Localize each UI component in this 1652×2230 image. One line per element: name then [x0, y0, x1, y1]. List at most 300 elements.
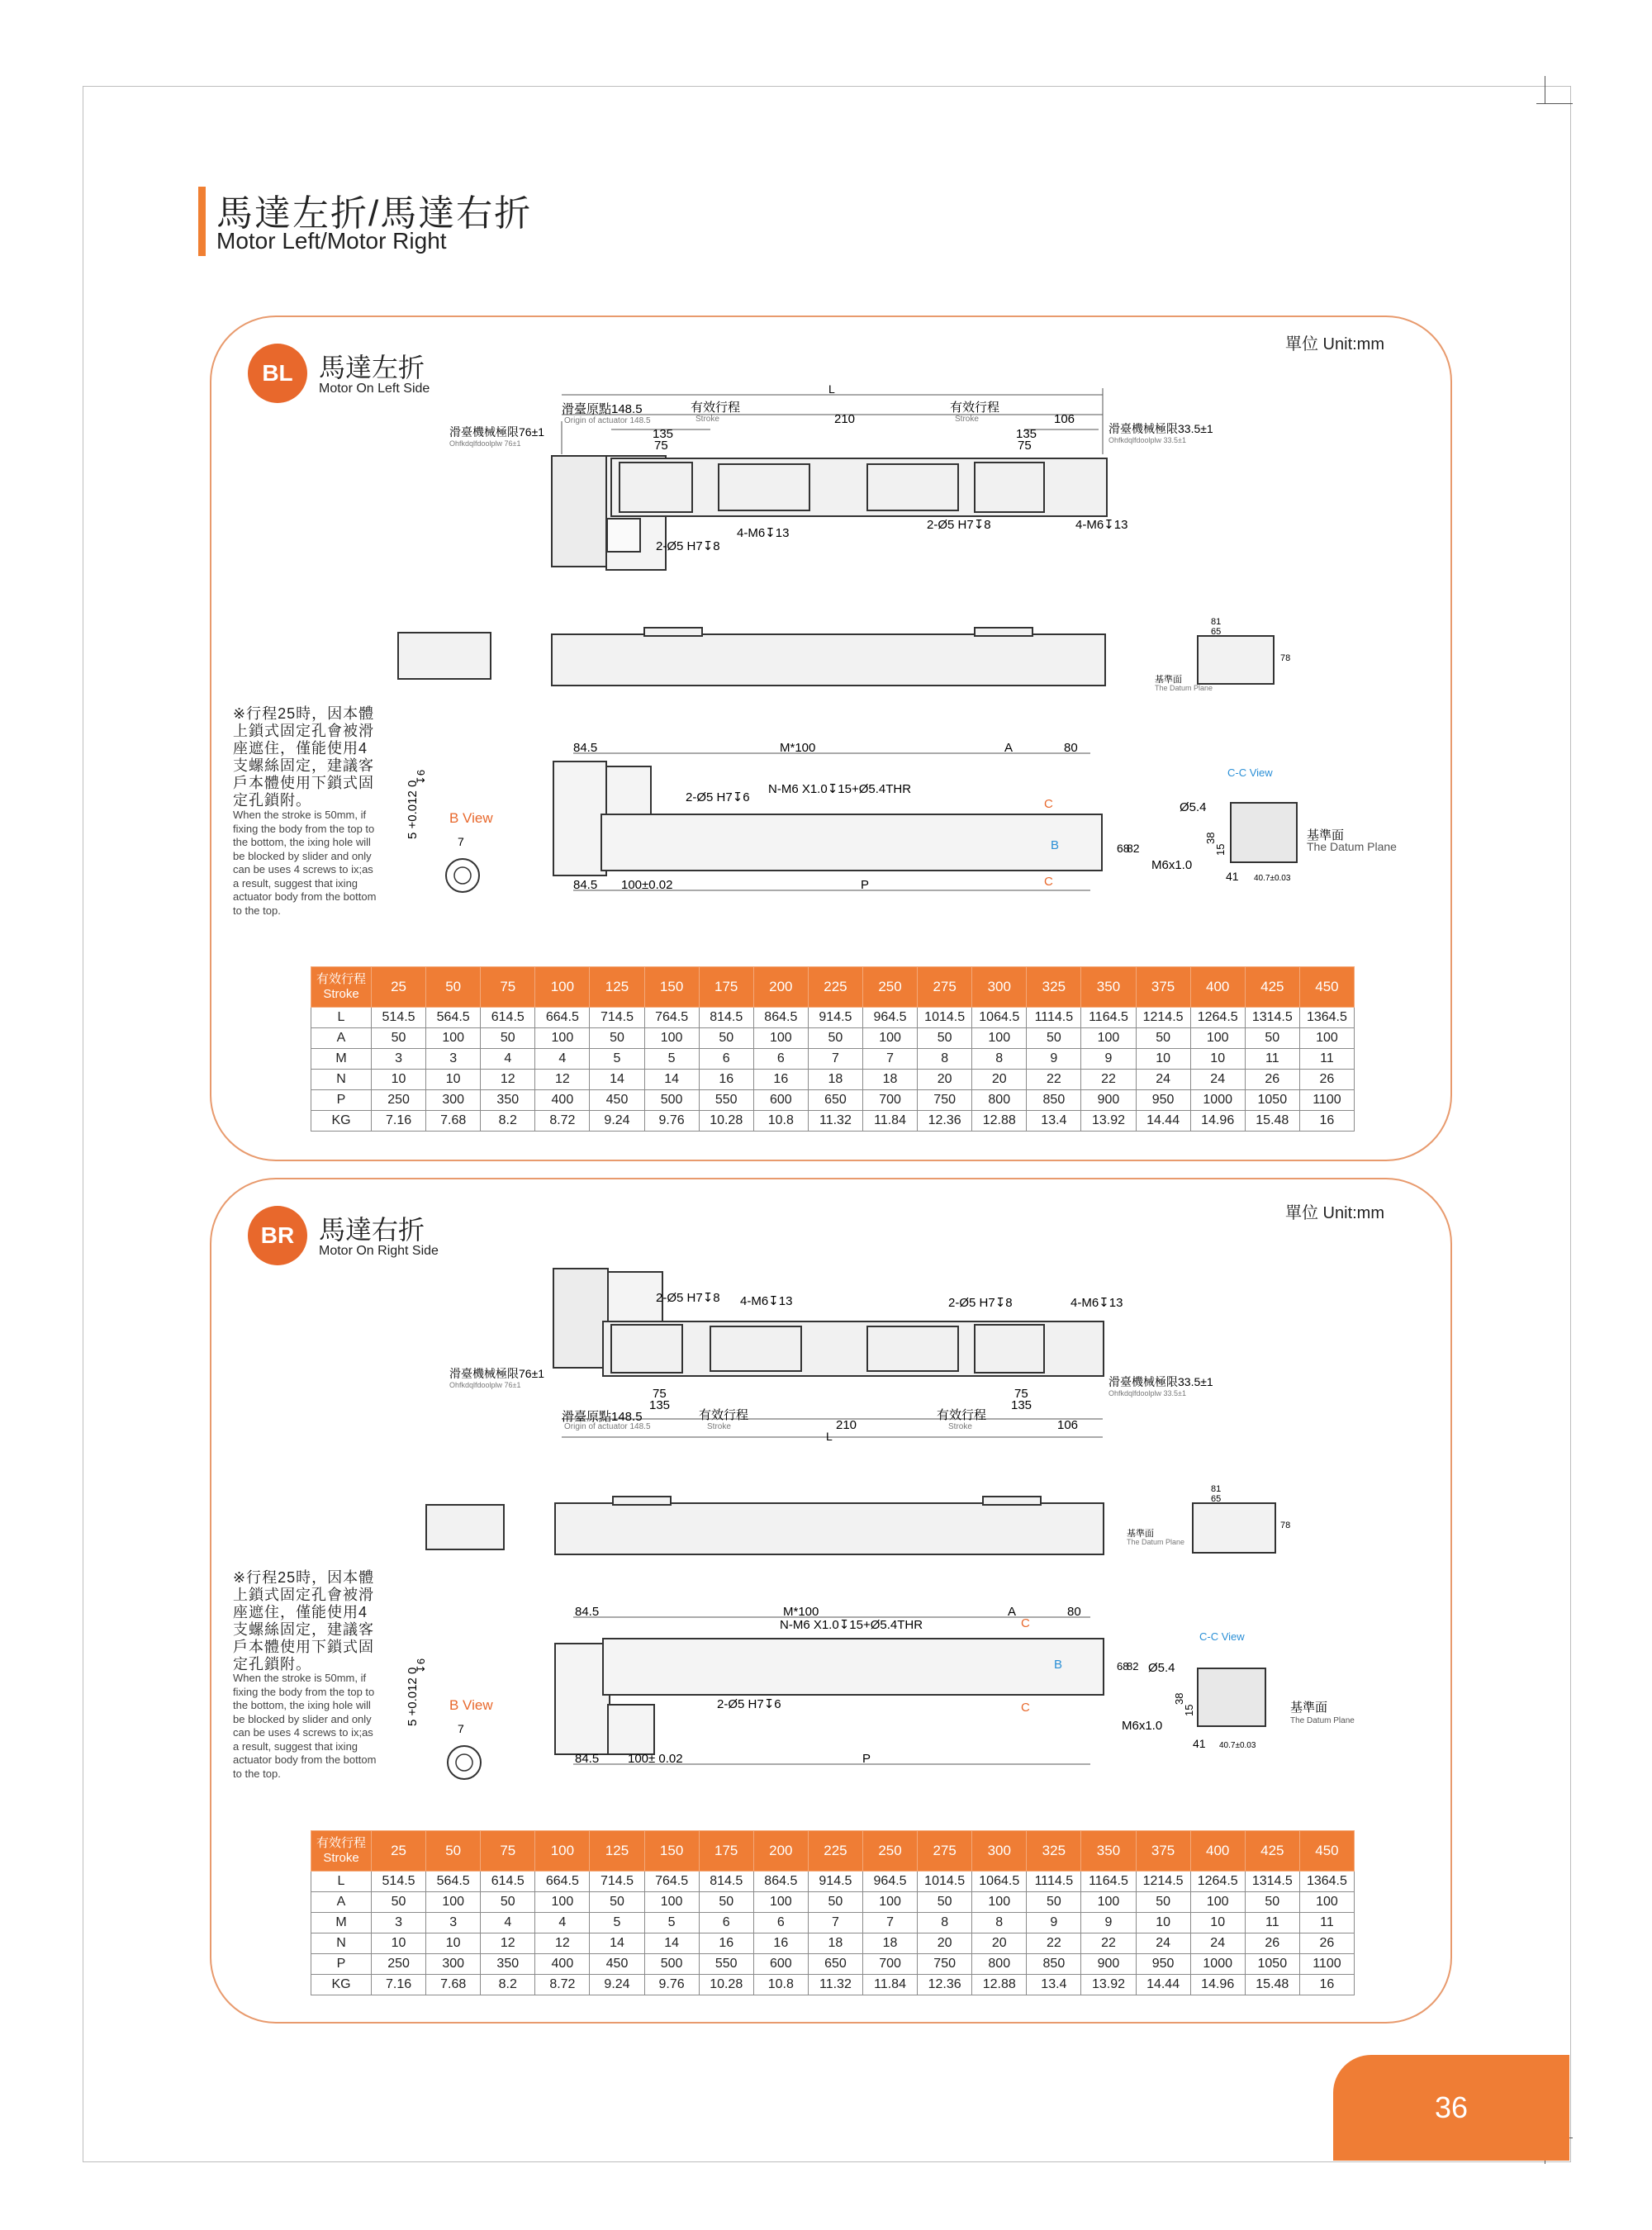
table-cell: 300	[426, 1090, 481, 1111]
table-cell: 764.5	[644, 1008, 699, 1028]
table-cell: 9	[1027, 1049, 1081, 1070]
table-cell: 175	[699, 967, 753, 1008]
drawing-label: 4-M6↧13	[1070, 1296, 1123, 1310]
drawing-label: M*100	[783, 1605, 819, 1619]
table-cell: 1050	[1245, 1954, 1299, 1975]
table-cell: 150	[644, 1831, 699, 1872]
table-cell: 24	[1190, 1933, 1245, 1954]
drawing-label: 81	[1211, 1484, 1222, 1494]
table-cell: 100	[753, 1028, 808, 1049]
table-cell: 425	[1245, 1831, 1299, 1872]
table-cell: 50	[426, 1831, 481, 1872]
table-cell: L	[311, 1008, 372, 1028]
drawing-label: N-M6 X1.0↧15+Ø5.4THR	[780, 1618, 923, 1632]
table-cell: 350	[481, 1090, 535, 1111]
table-row	[311, 1913, 1355, 1933]
table-row	[311, 1975, 1355, 1995]
drawing-label: 有效行程	[699, 1408, 749, 1422]
table-cell: 1014.5	[918, 1872, 972, 1892]
drawing-label: 38	[1204, 832, 1217, 844]
table-cell: 9	[1081, 1049, 1136, 1070]
table-cell: 200	[753, 967, 808, 1008]
table-cell: 6	[753, 1049, 808, 1070]
drawing-label: The Datum Plane	[1155, 684, 1213, 692]
table-row	[311, 1049, 1355, 1070]
table-cell: 75	[481, 1831, 535, 1872]
section-title: 馬達左折	[319, 353, 425, 382]
table-cell: 6	[699, 1913, 753, 1933]
drawing-label: Stroke	[948, 1422, 972, 1431]
table-cell: 9.24	[590, 1111, 644, 1132]
drawing-label: 5 +0.012 0	[406, 780, 420, 839]
drawing-label: 有效行程	[316, 1836, 366, 1850]
drawing-label: Stroke	[323, 1851, 359, 1865]
table-cell: 250	[862, 1831, 917, 1872]
table-cell: 850	[1027, 1090, 1081, 1111]
drawing-label: 84.5	[575, 1752, 600, 1766]
table-cell: 9	[1081, 1913, 1136, 1933]
drawing-label: 135	[653, 427, 674, 441]
table-cell: 11	[1245, 1913, 1299, 1933]
table-cell: 250	[372, 1954, 426, 1975]
drawing-br	[206, 1255, 1379, 1784]
table-cell: P	[311, 1090, 372, 1111]
table-cell: 250	[862, 967, 917, 1008]
table-cell: 22	[1081, 1070, 1136, 1090]
table-cell: 10	[426, 1070, 481, 1090]
table-cell: 4	[535, 1913, 590, 1933]
table-cell: 814.5	[699, 1008, 753, 1028]
drawing-label: 滑臺原點148.5	[562, 1410, 643, 1424]
table-cell: 13.92	[1081, 1111, 1136, 1132]
table-cell: 6	[699, 1049, 753, 1070]
drawing-label: A	[1004, 741, 1014, 755]
table-cell: 150	[644, 967, 699, 1008]
table-cell: 850	[1027, 1954, 1081, 1975]
drawing-label: 2-Ø5 H7↧8	[927, 518, 991, 532]
table-cell: 500	[644, 1090, 699, 1111]
stroke-header-cell	[311, 1831, 372, 1872]
table-cell: 100	[535, 967, 590, 1008]
table-cell: 864.5	[753, 1872, 808, 1892]
table-cell: 1214.5	[1136, 1872, 1190, 1892]
table-cell: 20	[972, 1070, 1027, 1090]
drawing-label: ↧6	[415, 769, 427, 785]
table-cell: 375	[1136, 1831, 1190, 1872]
table-cell: 200	[753, 1831, 808, 1872]
table-cell: 12.36	[918, 1111, 972, 1132]
table-cell: KG	[311, 1975, 372, 1995]
table-row	[311, 1954, 1355, 1975]
section-subtitle: Motor On Left Side	[319, 382, 430, 396]
table-cell: 12	[535, 1070, 590, 1090]
drawing-label: N-M6 X1.0↧15+Ø5.4THR	[768, 782, 912, 796]
table-cell: 10	[1190, 1049, 1245, 1070]
drawing-label: 81	[1211, 617, 1222, 627]
drawing-label: 4-M6↧13	[1075, 518, 1128, 532]
table-cell: 7	[862, 1049, 917, 1070]
drawing-label: 135	[1011, 1398, 1032, 1412]
table-cell: 18	[808, 1933, 862, 1954]
table-cell: 1364.5	[1299, 1872, 1354, 1892]
table-cell: 1114.5	[1027, 1872, 1081, 1892]
crop-mark	[1536, 103, 1573, 104]
drawing-label: Ø5.4	[1180, 800, 1207, 814]
table-cell: 50	[1245, 1892, 1299, 1913]
table-cell: 450	[1299, 1831, 1354, 1872]
table-cell: 24	[1136, 1070, 1190, 1090]
table-cell: 550	[699, 1090, 753, 1111]
drawing-label: 78	[1280, 1521, 1291, 1530]
drawing-label: 75	[1018, 439, 1032, 453]
table-cell: 100	[1081, 1892, 1136, 1913]
table-cell: 400	[535, 1954, 590, 1975]
motor-block	[552, 456, 606, 567]
table-cell: 7.16	[372, 1975, 426, 1995]
drawing-label: Ohfkdqlfdoolplw 76±1	[449, 439, 521, 448]
table-cell: 26	[1299, 1070, 1354, 1090]
drawing-label: C	[1021, 1616, 1030, 1630]
drawing-label: 基準面	[1290, 1701, 1328, 1715]
drawing-label: 80	[1064, 741, 1078, 755]
table-cell: 50	[1136, 1892, 1190, 1913]
table-cell: 50	[808, 1892, 862, 1913]
drawing-label: B	[1051, 838, 1060, 852]
table-cell: 10.28	[699, 1111, 753, 1132]
table-cell: A	[311, 1028, 372, 1049]
table-cell: 564.5	[426, 1872, 481, 1892]
table-cell: 12.88	[972, 1111, 1027, 1132]
drawing-label: Ohfkdqlfdoolplw 76±1	[449, 1381, 521, 1389]
table-cell: 450	[590, 1090, 644, 1111]
table-cell: 4	[535, 1049, 590, 1070]
drawing-label: 2-Ø5 H7↧8	[656, 539, 720, 553]
table-cell: 4	[481, 1913, 535, 1933]
table-cell: 50	[699, 1028, 753, 1049]
table-cell: 14.44	[1136, 1111, 1190, 1132]
drawing-label: 7	[458, 835, 464, 848]
table-cell: 400	[1190, 967, 1245, 1008]
table-cell: 1050	[1245, 1090, 1299, 1111]
table-cell: 50	[918, 1892, 972, 1913]
table-cell: 600	[753, 1090, 808, 1111]
origin-label: 滑臺原點148.5	[562, 402, 643, 416]
table-cell: 25	[372, 1831, 426, 1872]
drawing-label: 82	[1127, 842, 1140, 855]
table-cell: 13.4	[1027, 1111, 1081, 1132]
drawing-label: 滑臺機械極限76±1	[449, 425, 545, 439]
table-cell: 100	[535, 1831, 590, 1872]
table-cell: 50	[1245, 1028, 1299, 1049]
drawing-label: 4-M6↧13	[737, 526, 790, 540]
drawing-label: C	[1044, 875, 1053, 889]
table-cell: 700	[862, 1090, 917, 1111]
table-cell: M	[311, 1049, 372, 1070]
drawing-label: 滑臺機械極限33.5±1	[1108, 422, 1213, 435]
drawing-label: 210	[836, 1418, 857, 1432]
table-cell: 12.88	[972, 1975, 1027, 1995]
drawing-label: Ohfkdqlfdoolplw 33.5±1	[1108, 436, 1186, 444]
table-cell: 10.8	[753, 1111, 808, 1132]
drawing-label: 78	[1280, 653, 1291, 663]
drawing-label: 5 +0.012 0	[406, 1667, 420, 1726]
table-cell: 100	[753, 1892, 808, 1913]
table-cell: 10	[1136, 1049, 1190, 1070]
table-cell: 14	[590, 1070, 644, 1090]
table-cell: 750	[918, 1090, 972, 1111]
drawing-label: 68	[1117, 842, 1130, 855]
drawing-label: 75	[654, 439, 668, 453]
table-cell: 7.16	[372, 1111, 426, 1132]
drawing-label: 滑臺機械極限76±1	[449, 1367, 545, 1380]
drawing-label: 7	[458, 1722, 464, 1735]
drawing-label: 有效行程	[316, 972, 366, 986]
table-cell: 100	[535, 1892, 590, 1913]
drawing-label: P	[862, 1752, 871, 1766]
table-cell: 250	[372, 1090, 426, 1111]
table-cell: 50	[699, 1892, 753, 1913]
table-cell: 900	[1081, 1090, 1136, 1111]
table-cell: 100	[862, 1028, 917, 1049]
table-cell: 22	[1027, 1933, 1081, 1954]
table-cell: 964.5	[862, 1872, 917, 1892]
drawing-label: 有效行程	[937, 1408, 987, 1422]
table-row	[311, 1111, 1355, 1132]
table-cell: 16	[1299, 1111, 1354, 1132]
drawing-label: M*100	[780, 741, 816, 755]
table-cell: 11.84	[862, 1111, 917, 1132]
drawing-label: ↧6	[415, 1658, 427, 1673]
table-cell: 14	[644, 1933, 699, 1954]
drawing-label: 106	[1057, 1418, 1079, 1432]
drawing-label: C	[1044, 797, 1053, 811]
table-cell: 12.36	[918, 1975, 972, 1995]
table-cell: 350	[1081, 1831, 1136, 1872]
drawing-label: 41	[1193, 1737, 1206, 1750]
table-cell: KG	[311, 1111, 372, 1132]
drawing-label: 100± 0.02	[628, 1752, 683, 1766]
table-cell: 1100	[1299, 1090, 1354, 1111]
table-cell: 7	[862, 1913, 917, 1933]
table-cell: 12	[481, 1933, 535, 1954]
actuator-body-bottom	[601, 814, 1102, 871]
table-cell: 8	[972, 1049, 1027, 1070]
actuator-body-top	[611, 458, 1107, 516]
table-cell: 100	[644, 1028, 699, 1049]
table-cell: 100	[426, 1892, 481, 1913]
drawing-label: 15	[1214, 843, 1227, 856]
table-cell: 764.5	[644, 1872, 699, 1892]
table-cell: 100	[972, 1892, 1027, 1913]
table-cell: 10	[372, 1070, 426, 1090]
table-cell: 9	[1027, 1913, 1081, 1933]
table-cell: 8.72	[535, 1111, 590, 1132]
table-row	[311, 1933, 1355, 1954]
table-cell: 26	[1245, 1933, 1299, 1954]
table-cell: 100	[535, 1028, 590, 1049]
table-cell: 175	[699, 1831, 753, 1872]
table-cell: 11	[1299, 1049, 1354, 1070]
table-cell: 664.5	[535, 1872, 590, 1892]
table-cell: 1064.5	[972, 1008, 1027, 1028]
table-cell: 11.32	[808, 1975, 862, 1995]
table-cell: 9.24	[590, 1975, 644, 1995]
page-number: 36	[1333, 2055, 1569, 2161]
table-cell: 50	[1136, 1028, 1190, 1049]
table-cell: 1264.5	[1190, 1008, 1245, 1028]
table-cell: 10	[1190, 1913, 1245, 1933]
table-cell: 50	[590, 1892, 644, 1913]
stroke-header-cell	[311, 967, 372, 1008]
table-row	[311, 1008, 1355, 1028]
table-cell: 11.32	[808, 1111, 862, 1132]
drawing-label: The Datum Plane	[1307, 840, 1397, 853]
table-cell: 5	[590, 1049, 644, 1070]
table-cell: 400	[535, 1090, 590, 1111]
table-cell: 15.48	[1245, 1975, 1299, 1995]
table-cell: 1000	[1190, 1090, 1245, 1111]
table-cell: 325	[1027, 1831, 1081, 1872]
drawing-label: 41	[1226, 870, 1239, 883]
table-cell: 26	[1245, 1070, 1299, 1090]
title-accent-bar	[198, 187, 206, 256]
drawing-label: Origin of actuator 148.5	[564, 416, 651, 425]
table-cell: 964.5	[862, 1008, 917, 1028]
drawing-label: P	[861, 878, 870, 892]
table-cell: 375	[1136, 967, 1190, 1008]
drawing-label: C-C View	[1199, 1630, 1245, 1643]
table-header-row	[311, 1831, 1355, 1872]
table-cell: 1000	[1190, 1954, 1245, 1975]
drawing-label: 84.5	[575, 1605, 600, 1619]
drawing-label: 4-M6↧13	[740, 1294, 793, 1308]
table-cell: 10	[372, 1933, 426, 1954]
table-row	[311, 1872, 1355, 1892]
drawing-label: 基準面	[1307, 828, 1345, 842]
drawing-label: 75	[653, 1387, 667, 1401]
drawing-label: B View	[449, 810, 493, 826]
table-cell: 914.5	[808, 1008, 862, 1028]
table-cell: 12	[481, 1070, 535, 1090]
stroke-note-cn: ※行程25時，因本體上鎖式固定孔會被滑座遮住，僅能使用4支螺絲固定，建議客戶本體使用下鎖式固定孔鎖附。	[233, 705, 375, 809]
drawing-label: Ø5.4	[1148, 1661, 1175, 1675]
table-cell: 26	[1299, 1933, 1354, 1954]
table-cell: 3	[372, 1913, 426, 1933]
table-cell: 5	[590, 1913, 644, 1933]
table-cell: 1164.5	[1081, 1872, 1136, 1892]
drawing-label: 2-Ø5 H7↧8	[948, 1296, 1013, 1310]
table-cell: 22	[1027, 1070, 1081, 1090]
table-cell: A	[311, 1892, 372, 1913]
drawing-label: C-C View	[1227, 766, 1273, 779]
table-cell: 3	[372, 1049, 426, 1070]
table-cell: 16	[753, 1070, 808, 1090]
table-cell: 6	[753, 1913, 808, 1933]
table-cell: 8	[918, 1913, 972, 1933]
table-cell: 300	[972, 967, 1027, 1008]
table-cell: 800	[972, 1954, 1027, 1975]
table-cell: 18	[862, 1070, 917, 1090]
table-cell: 18	[862, 1933, 917, 1954]
drawing-label: 135	[649, 1398, 671, 1412]
table-cell: 8.2	[481, 1111, 535, 1132]
table-cell: 50	[372, 1028, 426, 1049]
table-cell: 22	[1081, 1933, 1136, 1954]
table-cell: 100	[644, 1892, 699, 1913]
table-cell: 15.48	[1245, 1111, 1299, 1132]
table-cell: 1314.5	[1245, 1008, 1299, 1028]
drawing-label: 有效行程	[691, 401, 741, 415]
drawing-label: A	[1008, 1605, 1017, 1619]
table-cell: 24	[1136, 1933, 1190, 1954]
table-cell: 600	[753, 1954, 808, 1975]
drawing-label: 38	[1173, 1692, 1185, 1705]
table-cell: 50	[372, 1892, 426, 1913]
table-cell: 750	[918, 1954, 972, 1975]
drawing-label: 2-Ø5 H7↧8	[656, 1291, 720, 1305]
drawing-label: 滑臺機械極限33.5±1	[1108, 1375, 1213, 1388]
table-cell: 1164.5	[1081, 1008, 1136, 1028]
table-cell: 8	[972, 1913, 1027, 1933]
table-cell: 7	[808, 1049, 862, 1070]
table-cell: 14	[590, 1933, 644, 1954]
table-cell: 650	[808, 1954, 862, 1975]
table-cell: 5	[644, 1913, 699, 1933]
table-cell: 18	[808, 1070, 862, 1090]
table-cell: 9.76	[644, 1975, 699, 1995]
table-cell: 450	[1299, 967, 1354, 1008]
page-title: 馬達左折/馬達右折	[216, 193, 533, 234]
table-cell: 714.5	[590, 1872, 644, 1892]
table-header-row	[311, 967, 1355, 1008]
section-badge: BL	[248, 344, 307, 403]
table-cell: 16	[699, 1070, 753, 1090]
drawing-label: 65	[1211, 627, 1222, 637]
table-cell: 50	[481, 1028, 535, 1049]
table-cell: 7	[808, 1913, 862, 1933]
table-cell: 4	[481, 1049, 535, 1070]
table-cell: 14	[644, 1070, 699, 1090]
table-cell: 614.5	[481, 1872, 535, 1892]
drawing-label: Ohfkdqlfdoolplw 33.5±1	[1108, 1389, 1186, 1397]
stroke-note-cn: ※行程25時，因本體上鎖式固定孔會被滑座遮住，僅能使用4支螺絲固定，建議客戶本體使用下鎖式固定孔鎖附。	[233, 1569, 375, 1672]
table-cell: 425	[1245, 967, 1299, 1008]
table-cell: 10	[1136, 1913, 1190, 1933]
spec-table-bl	[311, 966, 1355, 1132]
page-subtitle: Motor Left/Motor Right	[216, 228, 447, 254]
table-cell: 100	[1190, 1028, 1245, 1049]
table-cell: 1114.5	[1027, 1008, 1081, 1028]
table-cell: 50	[481, 1892, 535, 1913]
table-cell: 100	[1299, 1028, 1354, 1049]
drawing-label: M6x1.0	[1122, 1719, 1163, 1733]
drawing-label: 15	[1183, 1704, 1195, 1716]
table-cell: 14.96	[1190, 1111, 1245, 1132]
section-title: 馬達右折	[319, 1215, 425, 1245]
table-cell: 664.5	[535, 1008, 590, 1028]
table-cell: 13.4	[1027, 1975, 1081, 1995]
table-cell: 1314.5	[1245, 1872, 1299, 1892]
drawing-label: M6x1.0	[1151, 858, 1193, 872]
drawing-label: 135	[1016, 427, 1037, 441]
table-cell: 10.8	[753, 1975, 808, 1995]
table-cell: 50	[426, 967, 481, 1008]
drawing-label: 有效行程	[950, 401, 1000, 415]
drawing-label: 基準面	[1155, 675, 1182, 685]
drawing-label: The Datum Plane	[1290, 1716, 1355, 1725]
drawing-label: 68	[1117, 1660, 1129, 1672]
table-cell: 275	[918, 967, 972, 1008]
